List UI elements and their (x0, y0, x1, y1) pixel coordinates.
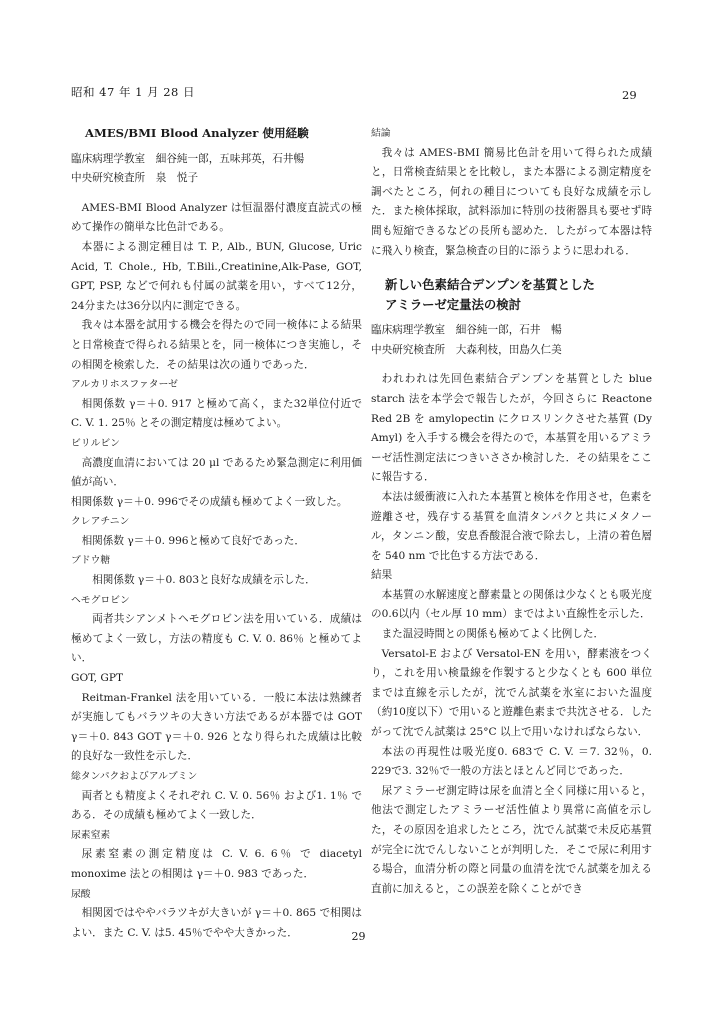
section-heading-alp: アルカリホスファターゼ (71, 379, 178, 391)
paragraph: 我々は本器を試用する機会を得たので同一検体による結果と日常検査で得られる結果とを，同一検体につき実施し，その相関を検索した．その結果は次の通りであった． (71, 319, 362, 371)
paragraph: われわれは先回色素結合デンプンを基質とした blue starch 法を本学会で報告したが，今回さらに Reactone Red 2B を amylopectin にクロスリンクさせた基質 (Dy Amyl) を入手する機会を得たので，本基質を用いるアミラーゼ活性測定法につきいささか検討した．その結果をここに報告する． (371, 373, 652, 484)
paragraph: AMES-BMI Blood Analyzer は恒温器付濃度直読式の極めて操作の簡単な比色計である。 (71, 201, 362, 234)
article-2-title-line-2: アミラーゼ定量法の検討 (385, 297, 522, 313)
paragraph: 本法は緩衝液に入れた本基質と検体を作用させ，色素を遊離させ，残存する基質を血清タンパクと共にメタノール，タンニン酸，安息香酸混合液で除去し，上清の着色層を 540 nm で比色する方法である． (371, 490, 652, 562)
article-1-affiliation-1: 臨床病理学教室 細谷純一郎，五味邦英，石井暢 (71, 152, 305, 165)
footer-page-number: 29 (351, 930, 366, 943)
paragraph: 相関係数 γ＝＋0. 996と極めて良好であった． (81, 534, 305, 547)
paragraph: 相関係数 γ＝＋0. 803と良好な成績を示した． (92, 574, 316, 587)
paragraph: 尿素窒素の測定精度は C. V. 6. 6％ で diacetyl monoxime 法との相関は γ＝＋0. 983 であった． (71, 848, 362, 880)
section-heading-protein: 総タンパクおよびアルブミン (71, 771, 198, 782)
right-column (371, 124, 652, 899)
paragraph: Versatol-E および Versatol-EN を用い，酵素液をつくり，これを用い検量線を作製すると少なくとも 600 単位までは直線を示したが，沈でん試薬を氷室においた温度（約10度以下）で用いると遊離色素まで共沈させる．したがって沈でん試薬は 25°C 以上で用いなければならない． (371, 647, 652, 739)
paragraph: 両者共シアンメトヘモグロビン法を用いている．成績は極めてよく一致し，方法の精度も C. V. 0. 86％ と極めてよい． (71, 613, 362, 665)
paragraph: 本法の再現性は吸光度0. 683で C. V. ＝7. 32％，0. 229で3. 32％で一般の方法とほとんど同じであった． (371, 745, 652, 778)
header-date: 昭和 47 年 1 月 28 日 (71, 85, 196, 99)
conclusion-text: 我々は AMES-BMI 簡易比色計を用いて得られた成績と，日常検査結果とを比較し，また本器による測定精度を調べたところ，何れの種目についても良好な成績を示した．また検体採取，試料添加に特別の技術器具も要せず時間も短縮できるなどの長所も認めた．したがって本器は特に飛入り検査，緊急検査の目的に添うように思われる． (371, 146, 652, 257)
paragraph: 相関係数 γ＝＋0. 996でその成績も極めてよく一致した。 (71, 495, 348, 508)
article-2-affiliation-1: 臨床病理学教室 細谷純一郎，石井 暢 (371, 324, 562, 337)
paragraph: Reitman-Frankel 法を用いている．一般に本法は熟練者が実施してもバラツキの大きい方法であるが本器では GOT γ＝＋0. 843 GOT γ＝＋0. 926 となり得られた成績は比較的良好な一致性を示した． (71, 691, 362, 763)
section-heading-bun: 尿素窒素 (71, 829, 111, 841)
conclusion-heading: 結論 (371, 128, 391, 139)
header-page-number: 29 (622, 88, 637, 102)
section-heading-hemoglobin: ヘモグロビン (71, 594, 130, 606)
paragraph: 相関図ではややバラツキが大きいが γ＝＋0. 865 で相関はよい．また C. V. は5. 45％でやや大きかった． (71, 907, 362, 939)
paragraph: 本器による測定種目は T. P., Alb., BUN, Glucose, Uric Acid, T. Chole., Hb, T.Bili.,Creatinine,Alk-Pase, GOT, GPT, PSP, などで何れも付属の試薬を用い，すべて12分，24分または36分以内に測定できる。 (71, 240, 362, 312)
paragraph: 両者とも精度よくそれぞれ C. V. 0. 56％ および1. 1％ である．その成績も極めてよく一致した． (71, 789, 362, 822)
article-2-affiliation-2: 中央研究検査所 大森利枝，田島久仁美 (371, 343, 562, 356)
paragraph: 尿アミラーゼ測定時は尿を血清と全く同様に用いると，他法で測定したアミラーゼ活性値より異常に高値を示した，その原因を追求したところ，沈でん試薬で未反応基質が完全に沈でんしないことが判明した．そこで尿に利用する場合，血清分析の際と同量の血清を沈でん試薬を加える直前に加えると，この誤差を除くことができ (371, 784, 652, 895)
paragraph: 本基質の水解速度と酵素量との関係は少なくとも吸光度の0.6以内（セル厚 10 mm）まではよい直線性を示した． (371, 588, 652, 621)
paragraph: また温浸時間との関係も極めてよく比例した． (381, 628, 605, 641)
section-heading-got-gpt: GOT, GPT (71, 672, 124, 685)
results-heading: 結果 (371, 569, 393, 582)
section-heading-creatinine: クレアチニン (71, 516, 130, 528)
paragraph: 相関係数 γ＝＋0. 917 と極めて高く，また32単位付近で C. V. 1. 25％ とその測定精度は極めてよい。 (71, 397, 362, 430)
left-column (71, 124, 362, 943)
section-heading-glucose: ブドウ糖 (71, 555, 111, 567)
section-heading-uric-acid: 尿酸 (71, 888, 91, 900)
article-2-title-line-1: 新しい色素結合デンプンを基質とした (385, 277, 595, 293)
paragraph: 高濃度血清においては 20 μl であるため緊急測定に利用価値が高い． (71, 456, 362, 489)
article-1-title: AMES/BMI Blood Analyzer 使用経験 (85, 126, 309, 140)
section-heading-bilirubin: ビリルビン (71, 437, 120, 449)
article-1-affiliation-2: 中央研究検査所 泉 悦子 (71, 172, 199, 185)
